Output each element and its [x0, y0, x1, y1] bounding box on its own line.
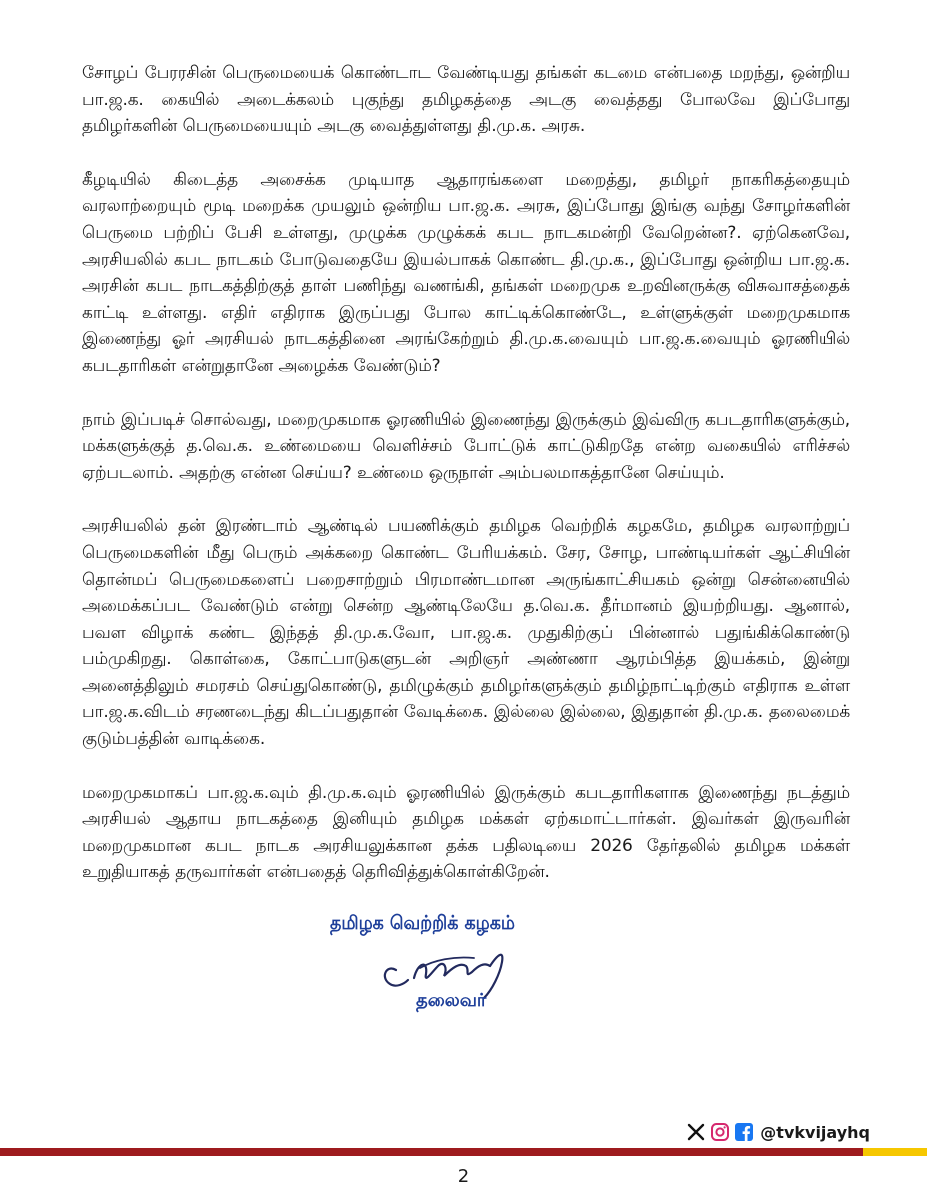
letter-body: [82, 60, 850, 913]
designation: தலைவர்: [416, 990, 487, 1011]
paragraph-1: சோழப் பேரரசின் பெருமையைக் கொண்டாட வேண்டியது தங்கள் கடமை என்பதை மறந்து, ஒன்றிய பா.ஜ.க. கையில் அடைக்கலம் புகுந்து தமிழகத்தை அடகு வைத்தது போலவே இப்போது தமிழர்களின் பெருமையையும் அடகு வைத்துள்ளது தி.மு.க. அரசு.: [82, 63, 850, 137]
paragraph-4: அரசியலில் தன் இரண்டாம் ஆண்டில் பயணிக்கும் தமிழக வெற்றிக் கழகமே, தமிழக வரலாற்றுப் பெருமைகளின் மீது பெரும் அக்கறை கொண்ட பேரியக்கம். சேர, சோழ, பாண்டியர்கள் ஆட்சியின் தொன்மப் பெருமைகளைப் பறைசாற்றும் பிரமாண்டமான அருங்காட்சியகம் ஒன்று சென்னையில் அமைக்கப்பட வேண்டும் என்று சென்ற ஆண்டிலேயே த.வெ.க. தீர்மானம் இயற்றியது. ஆனால், பவள விழாக் கண்ட இந்தத் தி.மு.க.வோ, பா.ஜ.க. முதுகிற்குப் பின்னால் பதுங்கிக்கொண்டு பம்முகிறது. கொள்கை, கோட்பாடுகளுடன் அறிஞர் அண்ணா ஆரம்பித்த இயக்கம், இன்று அனைத்திலும் சமரசம் செய்துகொண்டு, தமிழுக்கும் தமிழர்களுக்கும் தமிழ்நாட்டிற்கும் எதிராக உள்ள பா.ஜ.க.விடம் சரணடைந்து கிடப்பதுதான் வேடிக்கை. இல்லை இல்லை, இதுதான் தி.மு.க. தலைமைக் குடும்பத்தின் வாடிக்கை.: [82, 516, 850, 750]
signature-block: [330, 912, 590, 1012]
paragraph-3: நாம் இப்படிச் சொல்வது, மறைமுகமாக ஓரணியில் இணைந்து இருக்கும் இவ்விரு கபடதாரிகளுக்கும், மக்களுக்குத் த.வெ.க. உண்மையை வெளிச்சம் போட்டுக் காட்டுகிறதே என்ற வகையில் எரிச்சல் ஏற்படலாம். அதற்கு என்ன செய்ய? உண்மை ஒருநாள் அம்பலமாகத்தானே செய்யும்.: [82, 409, 850, 483]
facebook-icon[interactable]: [734, 1122, 754, 1142]
footer-bar-red: [0, 1148, 863, 1156]
paragraph-2: கீழடியில் கிடைத்த அசைக்க முடியாத ஆதாரங்களை மறைத்து, தமிழர் நாகரிகத்தையும் வரலாற்றையும் மூடி மறைக்க முயலும் ஒன்றிய பா.ஜ.க. அரசு, இப்போது இங்கு வந்து சோழர்களின் பெருமை பற்றிப் பேசி உள்ளது, முழுக்க முழுக்கக் கபட நாடகமன்றி வேறென்ன?. ஏற்கெனவே, அரசியலில் கபட நாடகம் போடுவதையே இயல்பாகக் கொண்ட தி.மு.க., இப்போது ஒன்றிய பா.ஜ.க. அரசின் கபட நாடகத்திற்குத் தாள் பணிந்து வணங்கி, தங்கள் மறைமுக உறவினருக்கு விசுவாசத்தைக் காட்டி உள்ளது. எதிர் எதிராக இருப்பது போல காட்டிக்கொண்டே, உள்ளுக்குள் மறைமுகமாக இணைந்து ஓர் அரசியல் நாடகத்தினை அரங்கேற்றும் தி.மு.க.வையும் பா.ஜ.க.வையும் ஓரணியில் கபடதாரிகள் என்றுதானே அழைக்க வேண்டும்?: [82, 169, 850, 376]
page-number: 2: [457, 1166, 470, 1187]
x-icon[interactable]: [686, 1122, 706, 1142]
social-handle[interactable]: @tvkvijayhq: [760, 1122, 870, 1142]
paragraph-5: மறைமுகமாகப் பா.ஜ.க.வும் தி.மு.க.வும் ஓரணியில் இருக்கும் கபடதாரிகளாக இணைந்து நடத்தும் அரசியல் ஆதாய நாடகத்தை இனியும் தமிழக மக்கள் ஏற்கமாட்டார்கள். இவர்கள் இருவரின் மறைமுகமான கபட நாடக அரசியலுக்கான தக்க பதிலடியை 2026 தேர்தலில் தமிழக மக்கள் உறுதியாகத் தருவார்கள் என்பதைத் தெரிவித்துக்கொள்கிறேன்.: [82, 782, 850, 883]
organization-name: தமிழக வெற்றிக் கழகம்: [330, 912, 515, 934]
footer-bar-yellow: [863, 1148, 927, 1156]
social-links: [686, 1120, 870, 1144]
instagram-icon[interactable]: [710, 1122, 730, 1142]
